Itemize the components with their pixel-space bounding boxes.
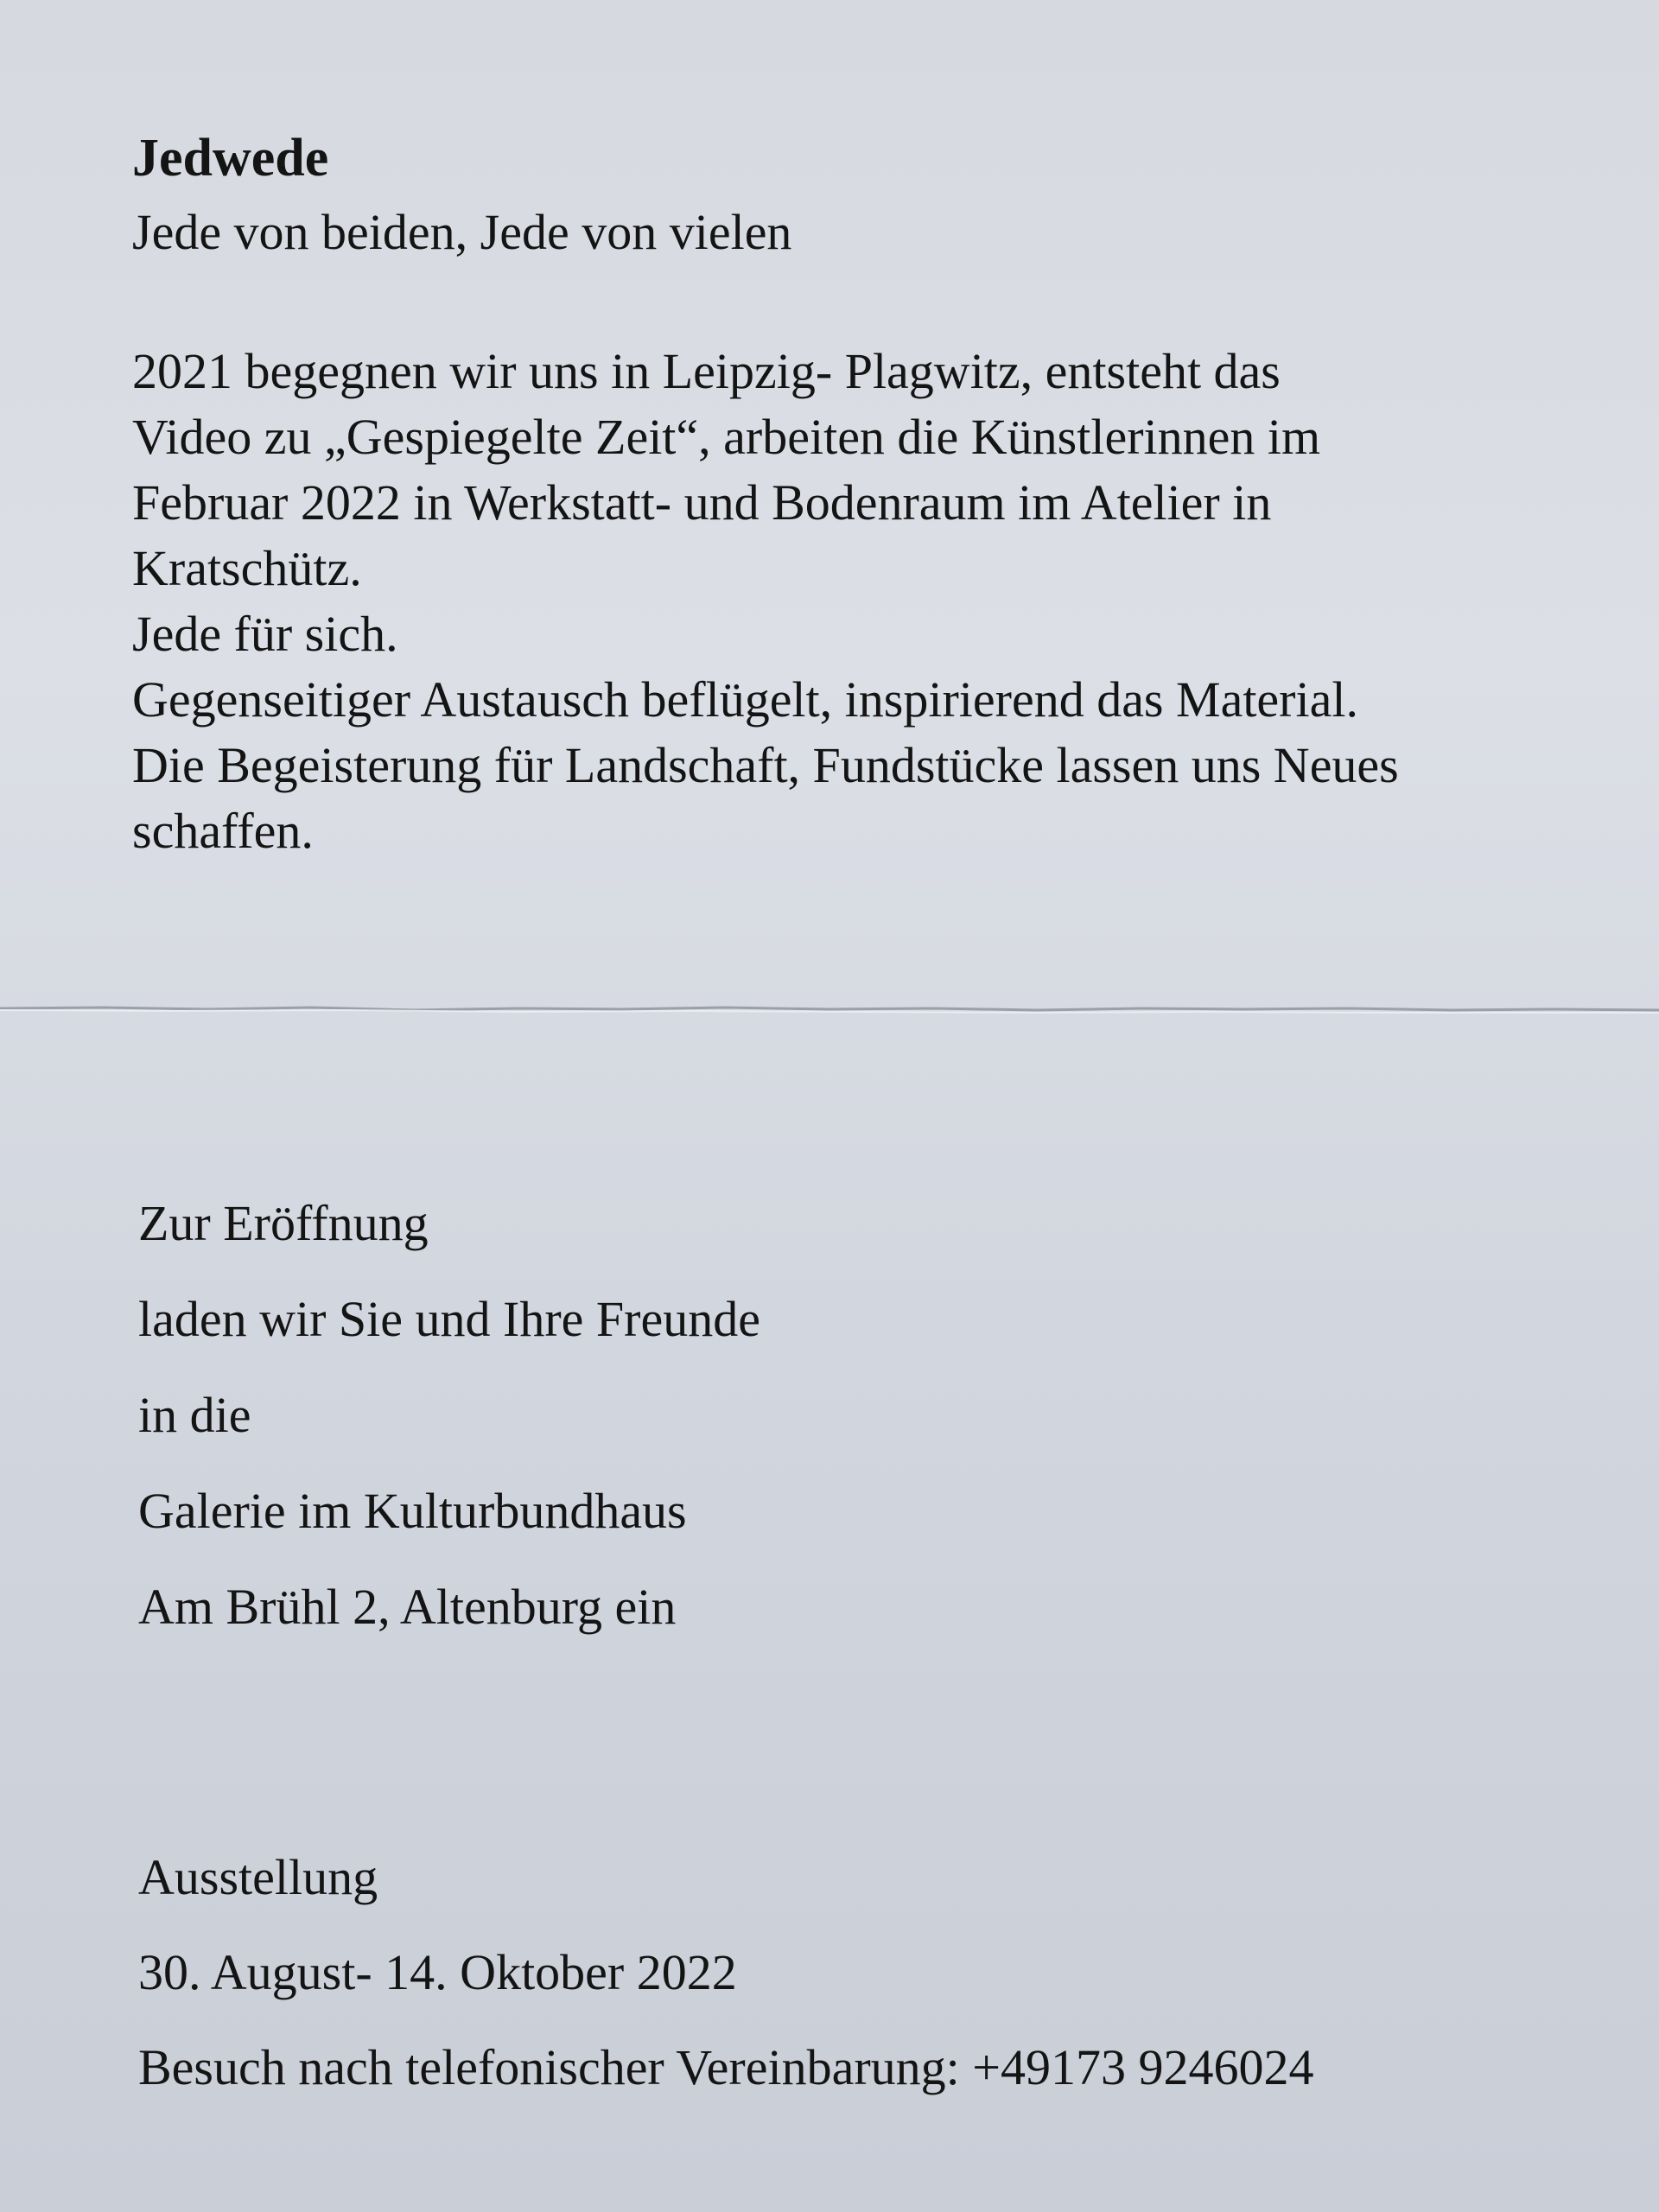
document-subtitle: Jede von beiden, Jede von vielen	[132, 204, 792, 260]
intro-line: 2021 begegnen wir uns in Leipzig- Plagwitz, entsteht das	[132, 343, 1281, 399]
document-title: Jedwede	[132, 129, 329, 188]
invitation-line: Galerie im Kulturbundhaus	[138, 1483, 687, 1539]
exhibition-heading: Ausstellung	[138, 1849, 378, 1905]
exhibition-contact: Besuch nach telefonischer Vereinbarung: +49173 9246024	[138, 2039, 1314, 2095]
intro-line: schaffen.	[132, 803, 314, 859]
intro-line: Jede für sich.	[132, 606, 398, 662]
intro-line: Februar 2022 in Werkstatt- und Bodenraum im Atelier in	[132, 474, 1272, 531]
invitation-line: in die	[138, 1387, 251, 1443]
intro-line: Die Begeisterung für Landschaft, Fundstücke lassen uns Neues	[132, 737, 1399, 793]
intro-paragraph	[132, 339, 1618, 864]
intro-line: Kratschütz.	[132, 540, 362, 596]
invitation-block	[138, 1175, 760, 1655]
invitation-line: laden wir Sie und Ihre Freunde	[138, 1291, 760, 1347]
invitation-line: Zur Eröffnung	[138, 1195, 429, 1251]
paper-fold-crease	[0, 1002, 1659, 1014]
invitation-line: Am Brühl 2, Altenburg ein	[138, 1579, 677, 1635]
intro-line: Video zu „Gespiegelte Zeit“, arbeiten die Künstlerinnen im	[132, 409, 1321, 465]
exhibition-block	[138, 1830, 1313, 2115]
intro-line: Gegenseitiger Austausch beflügelt, inspirierend das Material.	[132, 671, 1358, 728]
exhibition-dates: 30. August- 14. Oktober 2022	[138, 1944, 737, 2000]
